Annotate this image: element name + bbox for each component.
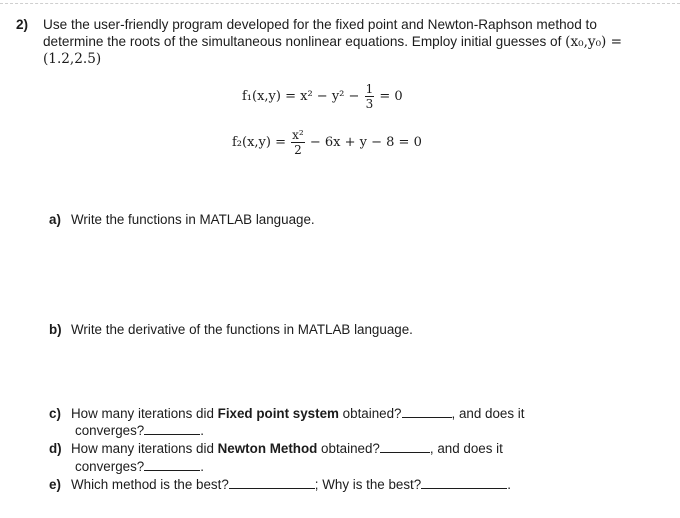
part-e-why-blank[interactable]: [421, 477, 507, 489]
part-c-converges-blank[interactable]: [144, 423, 200, 435]
question-number: 2): [16, 17, 29, 32]
part-d-bold: Newton Method: [217, 441, 318, 456]
equation-f1: [242, 82, 403, 111]
equation-f1-fraction: [365, 82, 375, 111]
equation-f1-numerator: 1: [365, 82, 374, 96]
part-c-tail: , and does it: [451, 406, 525, 421]
question-line-2: [43, 33, 663, 51]
part-d-line2: converges?: [75, 459, 145, 474]
equation-f1-denominator: 3: [365, 97, 374, 111]
part-b: [49, 321, 413, 338]
part-c-label: c): [49, 406, 61, 421]
equation-f2-fraction: [291, 128, 305, 157]
equation-f1-rhs: = 0: [379, 89, 403, 104]
part-d-converges-blank[interactable]: [144, 459, 200, 471]
initial-guess-values: (1.2,2.5): [43, 51, 102, 67]
part-b-label: b): [49, 322, 62, 337]
part-c-line2: converges?: [75, 423, 145, 438]
equation-f2: [232, 128, 422, 157]
part-e: [49, 476, 511, 493]
part-a-label: a): [49, 212, 61, 227]
question-line-1: Use the user-friendly program developed for the fixed point and Newton-Raphson method to: [43, 17, 597, 32]
part-c-post: obtained?: [342, 406, 402, 421]
equation-f2-denominator: 2: [294, 143, 302, 157]
part-c-bold: Fixed point system: [217, 406, 339, 421]
part-d-line-2: [75, 458, 204, 475]
equation-f2-lhs: f₂(x,y) =: [232, 135, 286, 150]
part-e-label: e): [49, 477, 61, 492]
part-d-tail: , and does it: [429, 441, 503, 456]
part-d-label: d): [49, 441, 62, 456]
top-page-edge: [0, 3, 680, 4]
part-d-iterations-blank[interactable]: [380, 441, 430, 453]
equation-f2-numerator: x²: [292, 128, 304, 142]
part-d: [49, 440, 503, 457]
part-e-best-blank[interactable]: [229, 477, 315, 489]
part-a-text: Write the functions in MATLAB language.: [71, 212, 315, 227]
part-d-post: obtained?: [321, 441, 380, 456]
part-a: [49, 211, 315, 228]
part-d-end: .: [200, 459, 204, 474]
equation-f2-rhs: − 6x + y − 8 = 0: [309, 135, 422, 150]
part-b-text: Write the derivative of the functions in MATLAB language.: [71, 322, 413, 337]
part-e-mid: ; Why is the best?: [314, 477, 422, 492]
initial-guess-symbol: (x₀,y₀) =: [565, 34, 623, 50]
part-c-end: .: [200, 423, 204, 438]
part-c-iterations-blank[interactable]: [402, 406, 452, 418]
part-d-pre: How many iterations did: [71, 441, 214, 456]
part-c: [49, 405, 524, 422]
question-line-2-text: determine the roots of the simultaneous nonlinear equations. Employ initial guesses of: [43, 34, 562, 49]
part-e-text1: Which method is the best?: [71, 477, 229, 492]
part-e-end: .: [507, 477, 511, 492]
question-text: [43, 16, 663, 68]
part-c-line-2: [75, 422, 204, 439]
equation-f1-lhs: f₁(x,y) = x² − y² −: [242, 89, 360, 104]
part-c-pre: How many iterations did: [71, 406, 214, 421]
